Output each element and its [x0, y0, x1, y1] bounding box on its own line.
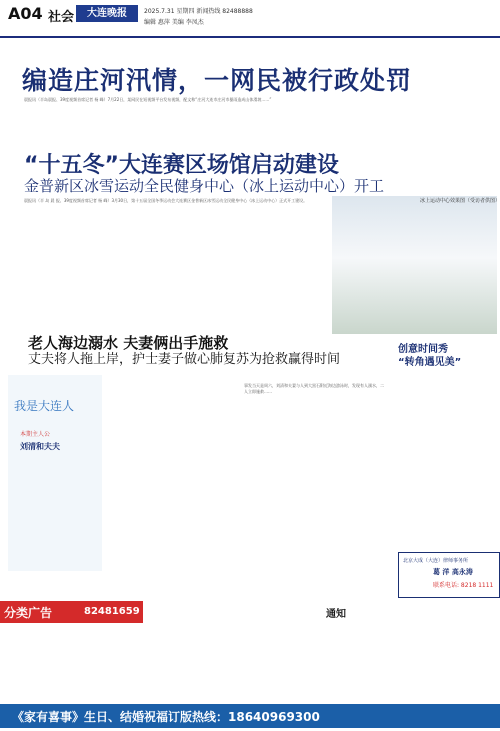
law-firm-phone: 联系电话: 8218 1111 [433, 582, 494, 589]
page-header [0, 0, 500, 38]
story3-subhead: 丈夫将人拖上岸，护士妻子做心肺复苏为抢救赢得时间 [28, 352, 341, 367]
law-firm-lawyer: 葛 洋 高永涛 [433, 568, 473, 576]
story1-headline: 编造庄河汛情，一网民被行政处罚 [22, 66, 413, 95]
story3-headline: 老人海边溺水 夫妻俩出手施救 [28, 334, 229, 352]
phone-banner-text: 《家有喜事》生日、结婚祝福订版热线：18640969300 [12, 710, 320, 724]
section-name: 社会 [48, 10, 75, 25]
cartoon-title: 创意时间秀 [398, 344, 448, 355]
cartoon-subtitle: “转角遇见美” [398, 357, 462, 368]
classified-title: 分类广告 [4, 606, 53, 620]
editor-line: 编辑 惠萍 美编 李凤杰 [144, 19, 204, 26]
sidebar-kicker: 本期主人公 [20, 431, 51, 438]
sidebar-name: 刘清和夫夫 [20, 442, 60, 451]
sidebar-box [8, 375, 102, 571]
venue-render-image [332, 196, 497, 334]
classified-bar [0, 601, 143, 623]
story3-body: 事发当天是周六，刘清和夫妻与人到大黑石附近海边游泳时，发现有人溺水，二人立即施救…… [244, 383, 384, 394]
law-firm-title: 北京大成（大连）律师事务所 [403, 558, 469, 564]
story2-headline: “十五冬”大连赛区场馆启动建设 [24, 153, 339, 178]
notice-title: 通知 [326, 609, 346, 620]
date-line: 2025.7.31 星期四 新闻热线 82488888 [144, 8, 253, 15]
page-number: A04 [8, 4, 43, 23]
sidebar-title: 我是大连人 [14, 399, 75, 413]
story2-caption: 冰上运动中心效果图（受访者供图） [420, 198, 500, 204]
story1-body: 晨报讯（半岛晨报、39度视频首席记者 杨 峰）7月22日，某网民在短视频平台发布视频，配文称“庄河大连市庄河市暴雨造成山体滑坡……” [24, 97, 272, 102]
classified-phone: 82481659 [84, 606, 140, 617]
story2-body: 晨报讯（半 岛 晨 报、39度视频首席记者 杨 峰）3月30日，第十五届全国冬季运动会大连赛区金普新区冰雪运动全民健身中心（冰上运动中心）正式开工建设。 [24, 198, 308, 203]
paper-logo: 大连晚报 [76, 5, 138, 22]
phone-banner [0, 704, 500, 728]
law-firm-box [398, 552, 500, 598]
story2-subhead: 金普新区冰雪运动全民健身中心（冰上运动中心）开工 [24, 177, 385, 195]
